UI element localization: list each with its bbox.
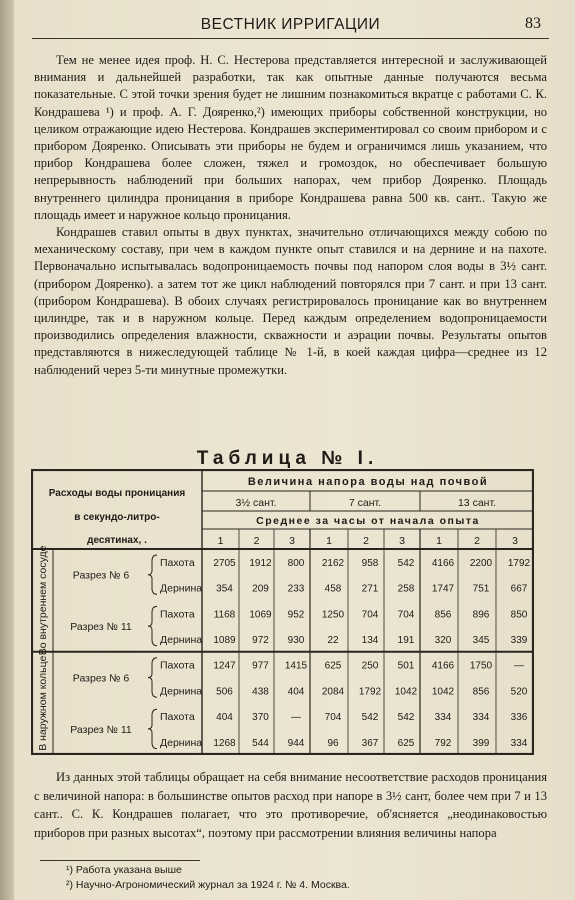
soil-label: Дернина (160, 685, 203, 698)
value-cell: 334 (434, 712, 452, 724)
hour-header: 3 (512, 535, 518, 547)
journal-title: ВЕСТНИК ИРРИГАЦИИ (200, 16, 381, 33)
brace (148, 606, 157, 645)
value-cell: 542 (397, 557, 415, 569)
row-header-line-1: Расходы воды проницания (48, 488, 186, 499)
table-title: Таблица № I. (196, 448, 379, 469)
value-cell: 1250 (321, 609, 345, 621)
value-cell: 1089 (213, 634, 236, 646)
value-cell: — (514, 660, 524, 672)
value-cell: 506 (216, 686, 233, 698)
section-label: Разрез № 6 (72, 672, 130, 685)
value-cell: 2705 (213, 557, 236, 569)
value-cell: 520 (510, 686, 528, 698)
value-cell: — (291, 712, 301, 724)
value-cell: 1042 (431, 686, 455, 698)
body-text (34, 52, 547, 379)
value-cell: 972 (252, 634, 269, 646)
paragraph-2: Кондрашев ставил опыты в двух пунктах, значительно отличающихся между собою по механическому составу, при чем в каждом пункте опыт ставился и на дернине и на пахоте. Первоначально испытывалась водопроницаемость почвы под напором слоя воды в 3½ сант. (прибором Дояренко). а затем тот же цикл наблюдений повторялся при 7 сант. и при 13 сант. (прибором Кондрашева). В обоих случаях регистрировалось проницание как во внутреннем цилиндре, так и в наружном кольце. Перед каждым определением водопроницаемости производились определения влажности, скважности и аэрации почвы. Результаты опытов представляются в нижеследующей таблице № 1-й, в коей каждая цифра—среднее из 12 наблюдений через 5-ти минутные промежутки. (34, 225, 547, 377)
footnote-1: ¹) Работа указана выше (66, 864, 182, 876)
value-cell: 339 (510, 634, 528, 646)
value-cell: 1792 (358, 686, 382, 698)
value-cell: 544 (252, 737, 269, 749)
value-cell: 896 (472, 609, 490, 621)
value-cell: 258 (397, 583, 415, 595)
value-cell: 704 (397, 609, 415, 621)
value-cell: 334 (472, 712, 490, 724)
body-text-continued (34, 768, 547, 842)
value-cell: 320 (434, 634, 452, 646)
soil-label: Пахота (160, 711, 195, 724)
value-cell: 977 (252, 660, 269, 672)
row-header-line-3: десятинах, . (87, 535, 147, 546)
value-cell: 367 (361, 737, 379, 749)
soil-label: Пахота (160, 659, 195, 672)
value-cell: 1268 (213, 737, 236, 749)
value-cell: 792 (434, 737, 452, 749)
soil-label: Пахота (160, 556, 195, 569)
hour-header: 1 (326, 535, 332, 547)
value-cell: 501 (397, 660, 415, 672)
value-cell: 404 (216, 712, 233, 724)
page-number: 83 (525, 15, 541, 32)
hour-header: 2 (253, 535, 260, 547)
value-cell: 22 (327, 634, 339, 646)
data-table-grid (31, 469, 534, 755)
soil-label: Пахота (160, 608, 195, 621)
main-header: Величина напора воды над почвой (247, 476, 489, 488)
value-cell: 370 (252, 712, 269, 724)
value-cell: 2200 (469, 557, 493, 569)
group-label: В наружном кольце (36, 655, 49, 751)
brace (148, 658, 157, 697)
value-cell: 542 (361, 712, 379, 724)
value-cell: 1415 (284, 660, 308, 672)
value-cell: 704 (361, 609, 379, 621)
soil-label: Дернина (160, 736, 203, 749)
hour-header: 2 (474, 535, 480, 547)
value-cell: 96 (327, 737, 339, 749)
value-cell: 625 (397, 737, 415, 749)
value-cell: 944 (287, 737, 305, 749)
row-header-line-2: в секундо-литро- (74, 512, 160, 523)
value-cell: 667 (510, 583, 528, 595)
value-cell: 4166 (431, 557, 455, 569)
footnote-rule (40, 860, 200, 861)
value-cell: 250 (361, 660, 379, 672)
paragraph-1: Тем не менее идея проф. Н. С. Нестерова представляется интересной и заслуживающей внимания и дальнейшей разработки, так как опытные данные получаются весьма показательные. С этой точки зрения будет не лишним познакомиться вкратце с работами С. К. Кондрашева ¹) и проф. А. Г. Дояренко,²) имеющих приборы собственной конструкции, но целиком отражающие идею Нестерова. Кондрашев экспериментировал со своим прибором и с прибором Дояренко. Описывать эти приборы не будем и ограничимся лишь указанием, что прибор Кондрашева более сложен, тяжел и громоздок, но обеспечивает большую непрерывность наблюдений при больших напорах, чем прибор Дояренко. Площадь внутреннего цилиндра проницания в приборе Кондрашева равна 500 кв. сант.. Такую же площадь имеет и наружное кольцо проницания. (34, 53, 547, 222)
section-label: Разрез № 6 (72, 569, 130, 582)
value-cell: 4166 (431, 660, 455, 672)
hour-header: 1 (436, 535, 442, 547)
section-label: Разрез № 11 (70, 621, 132, 634)
value-cell: 1747 (431, 583, 455, 595)
value-cell: 334 (510, 737, 528, 749)
value-cell: 1912 (249, 557, 272, 569)
value-cell: 704 (324, 712, 342, 724)
value-cell: 1792 (507, 557, 531, 569)
pressure-header: 13 сант. (457, 497, 497, 509)
hour-header: 3 (399, 535, 405, 547)
value-cell: 209 (252, 583, 269, 595)
value-cell: 1168 (213, 609, 236, 621)
value-cell: 2162 (321, 557, 345, 569)
value-cell: 134 (361, 634, 379, 646)
value-cell: 542 (397, 712, 415, 724)
group-label: Во внутреннем сосуде (36, 545, 49, 656)
value-cell: 399 (472, 737, 490, 749)
value-cell: 1042 (394, 686, 418, 698)
brace (148, 555, 157, 594)
value-cell: 751 (472, 583, 490, 595)
brace (148, 709, 157, 748)
value-cell: 800 (287, 557, 305, 569)
pressure-header: 7 сант. (348, 497, 382, 509)
value-cell: 404 (287, 686, 305, 698)
value-cell: 952 (287, 609, 305, 621)
footnote-2: ²) Научно-Агрономический журнал за 1924 г. № 4. Москва. (66, 879, 350, 891)
value-cell: 625 (324, 660, 342, 672)
value-cell: 850 (510, 609, 528, 621)
value-cell: 930 (287, 634, 305, 646)
hour-header: 3 (289, 535, 295, 547)
value-cell: 1069 (249, 609, 272, 621)
value-cell: 438 (252, 686, 269, 698)
soil-label: Дернина (160, 633, 203, 646)
value-cell: 2084 (321, 686, 345, 698)
hour-header: 2 (363, 535, 369, 547)
value-cell: 191 (397, 634, 415, 646)
data-table (31, 469, 534, 755)
paragraph-3: Из данных этой таблицы обращает на себя внимание несоответствие расходов проницания с величиной напора: в большинстве опытов расход при напоре в 3½ сант, более чем при 7 и 13 сант.. С. К. Кондрашев полагает, что это противоречие, об'ясняется „неодинаковостью приборов при разных высотах“, поэтому при рассмотрении влияния величины напора (34, 770, 547, 840)
value-cell: 345 (472, 634, 490, 646)
value-cell: 271 (361, 583, 379, 595)
subheader: Среднее за часы от начала опыта (256, 515, 480, 527)
section-label: Разрез № 11 (70, 723, 132, 736)
value-cell: 354 (216, 583, 233, 595)
value-cell: 1247 (213, 660, 236, 672)
value-cell: 958 (361, 557, 379, 569)
pressure-header: 3½ сант. (235, 497, 277, 509)
page-header (32, 14, 549, 39)
value-cell: 856 (472, 686, 490, 698)
hour-header: 1 (217, 535, 224, 547)
value-cell: 233 (287, 583, 305, 595)
value-cell: 336 (510, 712, 528, 724)
value-cell: 856 (434, 609, 452, 621)
value-cell: 458 (324, 583, 342, 595)
soil-label: Дернина (160, 582, 203, 595)
value-cell: 1750 (469, 660, 493, 672)
